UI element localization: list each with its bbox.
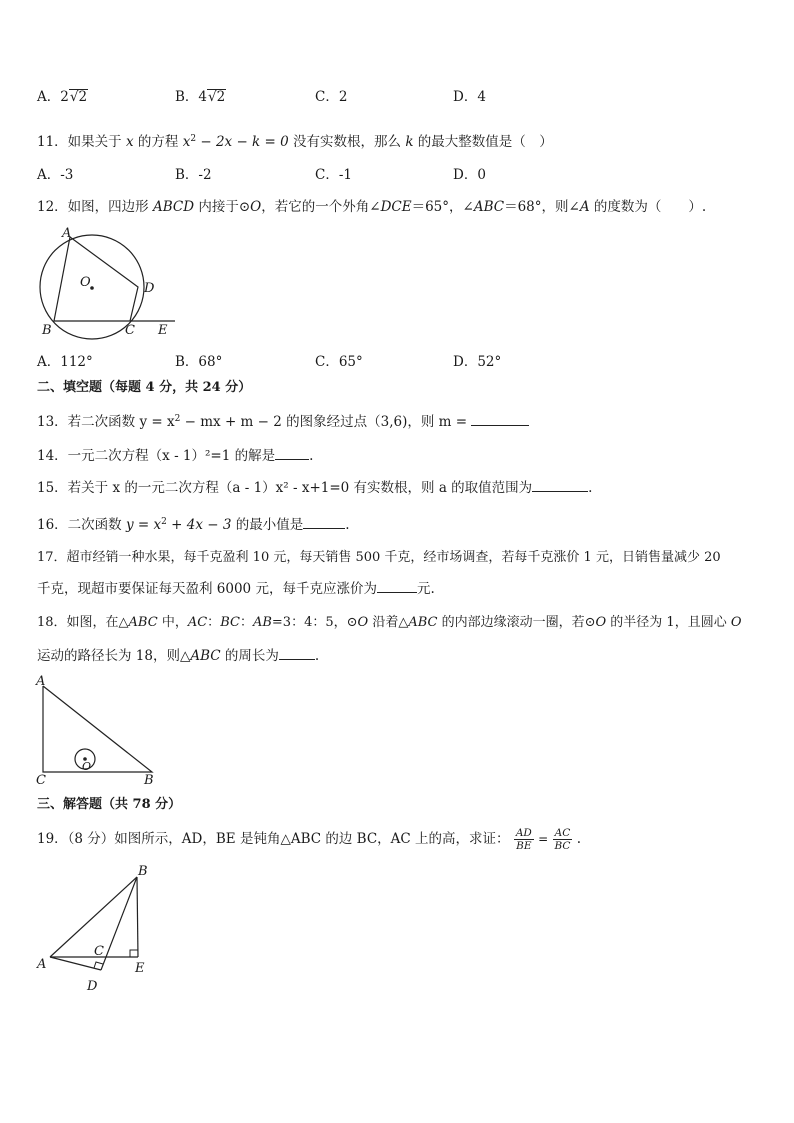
function-part: + 4x − 3: [166, 517, 232, 533]
triangle-abc: ABC: [128, 615, 158, 630]
q18-text: 沿着△: [368, 615, 409, 630]
question-18-line-2: [37, 647, 319, 665]
q18-text: 的半径为 1，且圆心: [606, 615, 731, 630]
q18-text: 的周长为: [220, 648, 279, 664]
q14-end: .: [309, 448, 314, 464]
q16-end: .: [345, 517, 350, 533]
q12-text: 12．如图，四边形: [37, 199, 153, 215]
q11-text: 的方程: [133, 134, 183, 150]
exponent: 2: [174, 414, 181, 424]
option-label: A．2: [37, 89, 69, 105]
exponent: 2: [190, 134, 197, 144]
q12-figure-circle-quadrilateral: [30, 225, 190, 340]
question-17-line-2: [37, 580, 435, 598]
circle-o: O: [250, 199, 262, 215]
label-o: O: [82, 760, 92, 773]
q18-text: 的内部边缘滚动一圈，若⊙: [437, 615, 596, 630]
q11-text: 11．如果关于: [37, 134, 126, 150]
label-c: C: [125, 323, 135, 338]
q11-option-b: B．-2: [175, 167, 212, 183]
triangle-abc: ABC: [408, 615, 438, 630]
answer-blank[interactable]: [471, 413, 529, 426]
q12-option-a: A．112°: [37, 354, 93, 370]
q14-text: 14．一元二次方程（x - 1）²=1 的解是: [37, 448, 276, 464]
q17-end: 元.: [416, 581, 435, 597]
question-11: [37, 130, 553, 151]
fraction-ad-be: [514, 827, 534, 852]
label-o: O: [80, 275, 91, 290]
label-c: C: [94, 944, 104, 959]
q11-text: 没有实数根，那么: [288, 134, 406, 150]
q12-text: ，若它的一个外角∠: [261, 199, 381, 215]
q19-end: .: [576, 831, 582, 847]
q12-text: 内接于⊙: [194, 199, 251, 215]
q19-figure-obtuse-triangle: [30, 860, 170, 1000]
triangle-abc: ABC: [190, 648, 221, 664]
option-label: B．4: [175, 89, 208, 105]
segment-be: [137, 877, 138, 957]
question-12: [37, 198, 706, 216]
q18-text: =3：4：5，⊙: [271, 615, 358, 630]
q11-option-a: A．-3: [37, 167, 74, 183]
angle-dce: DCE: [380, 199, 412, 215]
fraction-denominator: BC: [554, 840, 571, 852]
function-part: = x: [133, 517, 162, 533]
side-ab: AB: [252, 615, 272, 630]
q18-end: .: [314, 648, 320, 664]
q12-text: 的度数为（ ）.: [589, 199, 707, 215]
question-17-line-1: 17．超市经销一种水果，每千克盈利 10 元，每天销售 500 千克，经市场调查，若每千克涨价 1 元，日销售量减少 20: [37, 550, 721, 565]
q16-text: 的最小值是: [231, 517, 304, 533]
quad-abcd: ABCD: [152, 199, 195, 215]
label-d: D: [144, 281, 155, 296]
fraction-ac-bc: [553, 827, 573, 852]
answer-blank[interactable]: [303, 516, 345, 529]
label-e: E: [158, 323, 168, 338]
section-3-heading: 三、解答题（共 78 分）: [37, 797, 182, 812]
side-ac: AC: [187, 615, 208, 630]
q10-option-c: C．2: [315, 89, 348, 105]
exponent: 2: [161, 517, 167, 527]
label-a: A: [37, 957, 47, 972]
q12-text: ＝65°，∠: [411, 199, 474, 215]
label-d: D: [87, 979, 98, 994]
question-15: [37, 479, 592, 497]
question-14: [37, 447, 313, 465]
circle-o: O: [595, 615, 607, 630]
answer-blank[interactable]: [279, 647, 315, 660]
answer-blank[interactable]: [532, 479, 588, 492]
q18-text: ：: [239, 615, 253, 630]
triangle-abc: [43, 686, 152, 772]
q18-text: 18．如图，在△: [37, 615, 129, 630]
q12-text: ＝68°，则∠: [504, 199, 580, 215]
q10-option-b: [175, 88, 226, 106]
center-dot: [90, 286, 94, 290]
q13-text: − mx + m − 2 的图象经过点（3,6)，则 m =: [180, 414, 472, 430]
label-a: A: [62, 226, 72, 241]
angle-a: A: [579, 199, 590, 215]
q12-option-c: C．65°: [315, 354, 363, 370]
segment-bd: [101, 877, 137, 970]
var-x: x: [125, 134, 134, 150]
angle-abc: ABC: [473, 199, 505, 215]
q18-text: 中，: [157, 615, 188, 630]
equation-rest: − 2x − k = 0: [196, 134, 289, 150]
radicand: 2: [78, 89, 88, 105]
label-b: B: [144, 773, 154, 787]
q19-text: 19．（8 分）如图所示，AD，BE 是钝角△ABC 的边 BC，AC 上的高，求证：: [37, 831, 510, 847]
q11-option-c: C．-1: [315, 167, 352, 183]
q12-option-d: D．52°: [453, 354, 502, 370]
fraction-denominator: BE: [516, 840, 532, 852]
q17-text: 千克，现超市要保证每天盈利 6000 元，每千克应涨价为: [37, 581, 377, 597]
sqrt-radical: √2: [208, 89, 226, 105]
q15-text: 15．若关于 x 的一元二次方程（a - 1）x² - x+1=0 有实数根，则 a 的取值范围为: [37, 480, 533, 496]
var-k: k: [405, 134, 414, 150]
section-2-heading: 二、填空题（每题 4 分，共 24 分）: [37, 380, 252, 395]
q11-text: 的最大整数值是（ ）: [413, 134, 553, 150]
answer-blank[interactable]: [377, 580, 417, 593]
q10-option-d: D．4: [453, 89, 486, 105]
label-b: B: [138, 864, 148, 879]
question-18-line-1: [37, 614, 742, 632]
q18-text: ：: [207, 615, 221, 630]
right-angle-e: [130, 950, 138, 957]
fraction-numerator: AC: [553, 827, 573, 840]
question-13: [37, 410, 529, 431]
center-o: O: [730, 615, 742, 630]
equals-sign: =: [538, 832, 549, 846]
q10-option-a: [37, 88, 88, 106]
label-c: C: [36, 773, 46, 787]
quadrilateral-abcd: [54, 237, 138, 321]
sqrt-radical: √2: [69, 89, 88, 105]
question-19: [37, 824, 581, 854]
radicand: 2: [216, 89, 226, 105]
fraction-numerator: AD: [515, 827, 532, 839]
label-a: A: [36, 674, 46, 689]
label-b: B: [42, 323, 52, 338]
q16-text: 16．二次函数: [37, 517, 126, 533]
q11-option-d: D．0: [453, 167, 486, 183]
side-bc: BC: [220, 615, 240, 630]
equation-x: x: [182, 134, 191, 150]
q15-end: .: [588, 480, 593, 496]
var-y: y: [125, 517, 134, 533]
question-16: [37, 513, 350, 534]
q12-option-b: B．68°: [175, 354, 223, 370]
q18-figure-right-triangle: [30, 672, 170, 787]
q13-text: 13．若二次函数 y = x: [37, 414, 175, 430]
circle-o: O: [357, 615, 369, 630]
label-e: E: [135, 961, 145, 976]
q18-text: 运动的路径长为 18，则△: [37, 648, 191, 664]
answer-blank[interactable]: [275, 447, 309, 460]
